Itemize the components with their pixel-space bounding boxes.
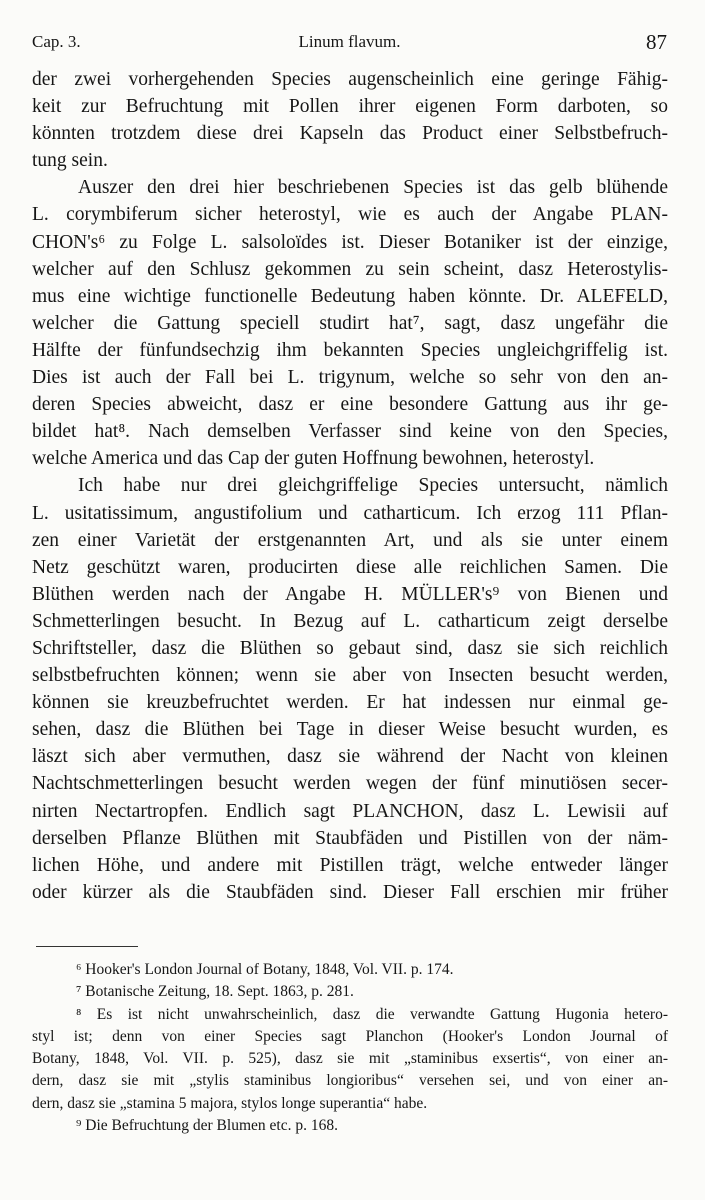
footnote-line: ⁸ Es ist nicht unwahrscheinlich, dasz die verwandte Gattung Hugonia hetero- [76, 1005, 668, 1023]
text-line: Schriftsteller, dasz die Blüthen so gebaut sind, dasz sie sich reichlich [32, 637, 668, 659]
body-text [32, 66, 668, 906]
footnote-line: dern, dasz sie mit „stylis staminibus longioribus“ versehen sei, und von einer an- [32, 1072, 668, 1090]
text-line: sehen, dasz die Blüthen bei Tage in dieser Weise besucht wurden, es [32, 719, 668, 741]
page-number: 87 [646, 30, 667, 54]
text-line: welche America und das Cap der guten Hoffnung bewohnen, heterostyl. [32, 448, 595, 470]
text-line: nirten Nectartropfen. Endlich sagt PLANCHON, dasz L. Lewisii auf [32, 800, 668, 822]
footnote-line: ⁶ Hooker's London Journal of Botany, 1848, Vol. VII. p. 174. [76, 961, 454, 978]
text-line: zen einer Varietät der erstgenannten Art, und als sie unter einem [32, 529, 668, 551]
text-line: keit zur Befruchtung mit Pollen ihrer eigenen Form darboten, so [32, 96, 668, 118]
text-line: welcher auf den Schlusz gekommen zu sein scheint, dasz Heterostylis- [32, 258, 668, 280]
footnote-line: styl ist; denn von einer Species sagt Planchon (Hooker's London Journal of [32, 1027, 668, 1045]
text-line: selbstbefruchten können; wenn sie aber von Insecten besucht werden, [32, 665, 668, 687]
text-line: oder kürzer als die Staubfäden sind. Dieser Fall erschien mir früher [32, 881, 668, 903]
footnotes [32, 959, 668, 1137]
text-line: Hälfte der fünfundsechzig ihm bekannten Species ungleichgriffelig ist. [32, 339, 668, 361]
footnote-line: ⁷ Botanische Zeitung, 18. Sept. 1863, p. 281. [76, 983, 354, 1001]
text-line: L. usitatissimum, angustifolium und catharticum. Ich erzog 111 Pflan- [32, 502, 668, 524]
text-line: Schmetterlingen besucht. In Bezug auf L. catharticum zeigt derselbe [32, 610, 668, 632]
text-line: läszt sich aber vermuthen, dasz sie während der Nacht von kleinen [32, 746, 668, 768]
text-line: können sie kreuzbefruchtet werden. Er hat indessen nur einmal ge- [32, 692, 668, 714]
text-line: Dies ist auch der Fall bei L. trigynum, welche so sehr von den an- [32, 367, 668, 389]
footnote-divider [36, 946, 138, 947]
running-header [32, 30, 667, 54]
text-line: Ich habe nur drei gleichgriffelige Species untersucht, nämlich [78, 475, 668, 497]
text-line: deren Species abweicht, dasz er eine besondere Gattung aus ihr ge- [32, 394, 668, 416]
footnote-line: Botany, 1848, Vol. VII. p. 525), dasz sie mit „staminibus exsertis“, von einer an- [32, 1050, 668, 1068]
text-line: der zwei vorhergehenden Species augenscheinlich eine geringe Fähig- [32, 69, 668, 90]
text-line: bildet hat⁸. Nach demselben Verfasser sind keine von den Species, [32, 421, 668, 443]
text-line: Netz geschützt waren, producirten diese alle reichlichen Samen. Die [32, 556, 668, 578]
text-line: CHON's⁶ zu Folge L. salsoloïdes ist. Dieser Botaniker ist der einzige, [32, 231, 668, 253]
text-line: derselben Pflanze Blüthen mit Staubfäden und Pistillen von der näm- [32, 827, 668, 849]
text-line: tung sein. [32, 150, 108, 172]
text-line: lichen Höhe, und andere mit Pistillen trägt, welche entweder länger [32, 854, 668, 876]
running-title: Linum flavum. [298, 32, 401, 51]
chapter-label: Cap. 3. [32, 32, 81, 51]
text-line: Auszer den drei hier beschriebenen Species ist das gelb blühende [78, 177, 668, 199]
text-line: Blüthen werden nach der Angabe H. MÜLLER's⁹ von Bienen und [32, 583, 668, 605]
text-line: könnten trotzdem diese drei Kapseln das Product einer Selbstbefruch- [32, 123, 668, 145]
text-line: mus eine wichtige functionelle Bedeutung haben könnte. Dr. ALEFELD, [32, 285, 668, 307]
text-line: Nachtschmetterlingen besucht werden wegen der fünf minutiösen secer- [32, 773, 668, 795]
footnote-line: ⁹ Die Befruchtung der Blumen etc. p. 168. [76, 1117, 338, 1135]
footnote-line: dern, dasz sie „stamina 5 majora, stylos longe superantia“ habe. [32, 1094, 428, 1112]
text-line: welcher die Gattung speciell studirt hat⁷, sagt, dasz ungefähr die [32, 312, 668, 334]
text-line: L. corymbiferum sicher heterostyl, wie es auch der Angabe PLAN- [32, 204, 668, 226]
